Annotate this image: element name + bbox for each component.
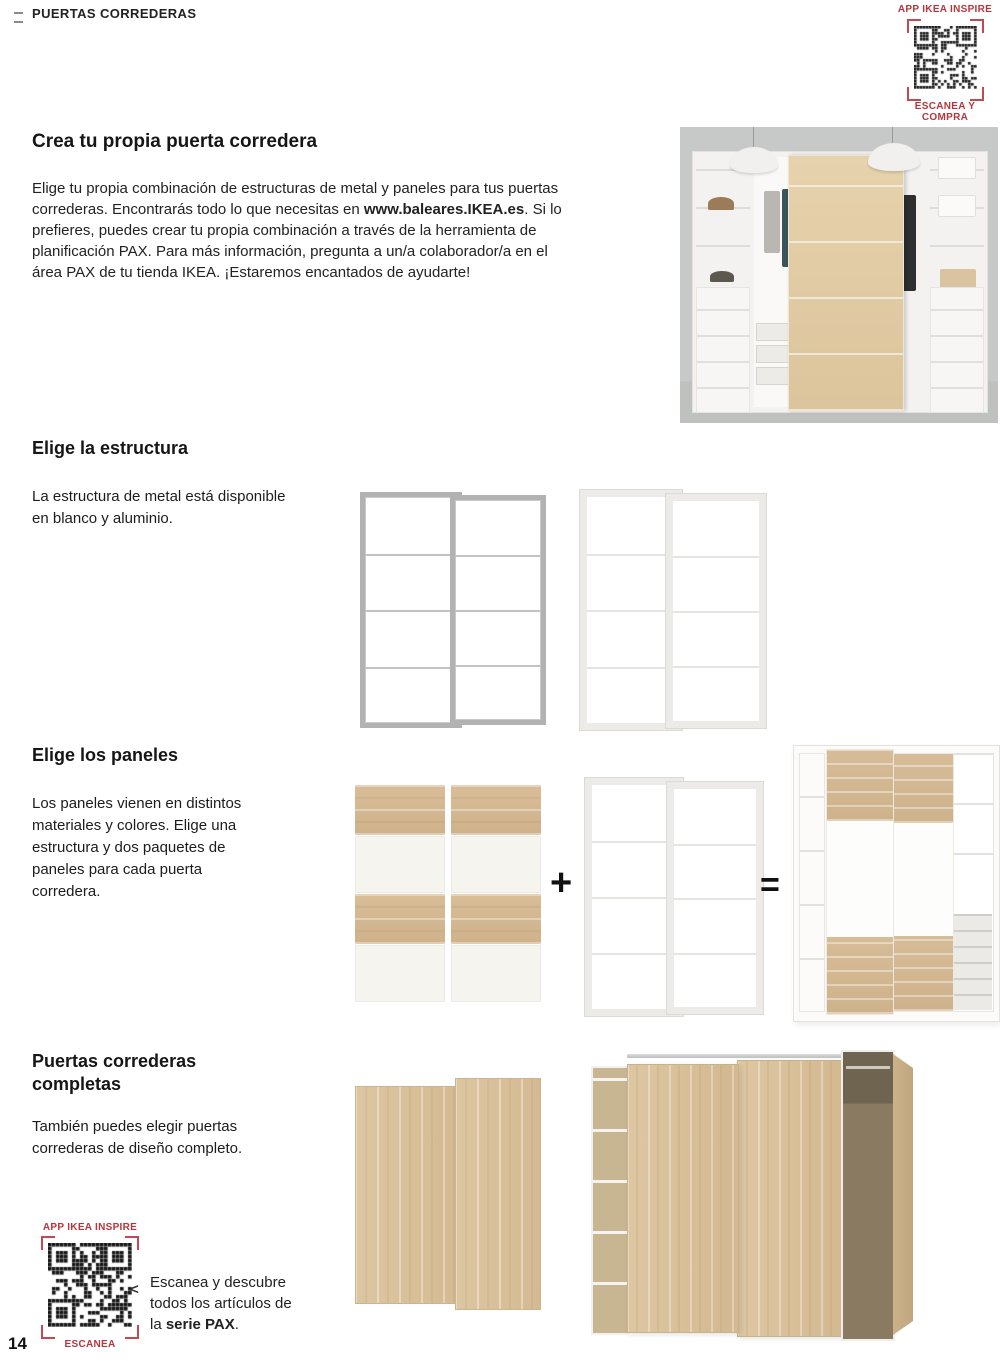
qr-block-top [893, 4, 997, 123]
side-panel [893, 1054, 913, 1335]
frame-divider [592, 841, 676, 843]
bracket-corner-icon [970, 19, 984, 33]
frame-divider [674, 844, 756, 846]
frame-divider [587, 554, 675, 556]
frame-divider [455, 665, 541, 667]
website-url[interactable]: www.baleares.IKEA.es [363, 201, 525, 218]
basket-stack [952, 914, 992, 1010]
wardrobe-photo [680, 127, 998, 423]
sliding-door-wood [627, 1064, 739, 1333]
caption-line: Escanea y descubre [150, 1274, 286, 1291]
plus-operator: + [550, 862, 573, 904]
panel-packs [355, 785, 541, 1001]
frame-divider [365, 610, 457, 612]
bracket-corner-icon [125, 1236, 139, 1250]
frame-divider [365, 554, 457, 556]
open-rail-column [843, 1052, 893, 1339]
section-body-complete: También puedes elegir puertas correderas de diseño completo. [32, 1118, 243, 1157]
door-area [627, 1060, 845, 1337]
escanea-y-compra-label: ESCANEA Y COMPRA [914, 101, 976, 123]
drawer-stack [696, 287, 750, 413]
panel-white [355, 836, 445, 893]
qr-caption [150, 1272, 310, 1335]
page-header-title: PUERTAS CORREDERAS [32, 6, 197, 21]
open-shelf-column [950, 753, 994, 1012]
bracket-corner-icon [907, 19, 921, 33]
section-heading-structure: Elige la estructura [32, 438, 189, 458]
caption-line [150, 1314, 310, 1335]
section-body-structure: La estructura de metal está disponible en blanco y aluminio. [32, 488, 286, 527]
frame-divider [587, 667, 675, 669]
frame-door [666, 494, 766, 728]
caption-line: todos los artículos de [150, 1295, 292, 1312]
frame-divider [673, 556, 759, 558]
section-heading-create: Crea tu propia puerta corredera [32, 131, 318, 152]
sliding-door [827, 750, 893, 1014]
qr-frame [41, 1236, 139, 1339]
bracket-corner-icon [41, 1236, 55, 1250]
storage-box [938, 195, 976, 217]
frame-divider [592, 897, 676, 899]
bracket-corner-icon [125, 1325, 139, 1339]
panel-white [451, 836, 541, 893]
wardrobe-body [692, 151, 988, 413]
door-band-wood [827, 750, 893, 821]
caption-text: la [150, 1316, 166, 1333]
left-arrow-icon: < [130, 1281, 139, 1298]
storage-box [938, 157, 976, 179]
body-text: Elige tu propia combinación de estructuras de metal y paneles para tus puertas correderas. Encontrarás todo lo que necesitas en [32, 180, 559, 218]
wardrobe-wood-doors [585, 1052, 920, 1347]
door-band-white [827, 821, 893, 937]
app-ikea-inspire-label: APP IKEA INSPIRE [897, 4, 993, 15]
panel-white [355, 945, 445, 1002]
panel-white [451, 945, 541, 1002]
page-number: 14 [8, 1334, 27, 1353]
shelf-column [696, 157, 750, 283]
caption-text: . [234, 1316, 239, 1333]
hat [708, 197, 734, 210]
frame-divider [674, 898, 756, 900]
frame-door [667, 782, 763, 1014]
frame-divider [365, 667, 457, 669]
frame-divider [592, 953, 676, 955]
equals-operator: = [760, 866, 780, 904]
escanea-label: ESCANEA [64, 1339, 116, 1350]
section-body-create [32, 178, 580, 283]
pendant-lamp [868, 143, 920, 171]
panel-wood [355, 894, 445, 944]
wardrobe-complete [793, 745, 1000, 1022]
open-shelf-column [593, 1068, 627, 1333]
frame-door [450, 495, 546, 725]
frame-divider [673, 666, 759, 668]
frame-divider [455, 555, 541, 557]
frame-divider [587, 610, 675, 612]
app-ikea-inspire-label: APP IKEA INSPIRE [42, 1222, 138, 1233]
body-text: . Si lo prefieres, puedes crear tu propia combinación a través de la herramienta de planificación PAX. Para más información, pregunta a un/a colaborador/a en el área PAX de tu tienda IKEA. ¡Estaremos encantados de ayudarte! [32, 201, 562, 281]
wood-door-panel [355, 1086, 459, 1304]
section-heading-panels: Elige los paneles [32, 745, 179, 765]
open-shelf-column [799, 753, 825, 1012]
clothes-rail [846, 1066, 890, 1069]
shelf-lines [950, 753, 994, 903]
frame-aluminum [360, 492, 542, 720]
bracket-corner-icon [907, 87, 921, 101]
qr-frame [907, 19, 984, 101]
drawer-stack [930, 287, 984, 413]
menu-icon [14, 12, 23, 23]
sliding-door-wood [788, 155, 904, 411]
sliding-door-wood [737, 1060, 845, 1337]
frame-white-second [585, 778, 757, 1006]
hat [710, 271, 734, 282]
lamp-cord [753, 127, 754, 149]
clothing [764, 191, 780, 253]
frame-divider [673, 611, 759, 613]
frame-white [580, 490, 762, 720]
section-body-panels: Los paneles vienen en distintos materiales y colores. Elige una estructura y dos paquetes de paneles para cada puerta corredera. [32, 795, 242, 900]
bracket-corner-icon [41, 1325, 55, 1339]
wood-door-pair [355, 1078, 541, 1310]
qr-code-icon [48, 1243, 132, 1327]
frame-divider [674, 953, 756, 955]
section-heading-complete: Puertas correderas completas [32, 1051, 197, 1094]
bracket-corner-icon [970, 87, 984, 101]
door-band-wood [827, 937, 893, 1014]
panel-wood [355, 785, 445, 835]
frame-divider [455, 610, 541, 612]
wood-door-panel [455, 1078, 541, 1310]
door-band-wood [891, 754, 953, 823]
door-band-wood [891, 936, 953, 1011]
sliding-door [891, 754, 953, 1011]
panel-wood [451, 894, 541, 944]
door-band-white [891, 823, 953, 936]
panel-wood [451, 785, 541, 835]
frame-door [360, 492, 462, 728]
qr-code-icon [914, 26, 977, 89]
caption-bold: serie PAX [165, 1316, 235, 1333]
